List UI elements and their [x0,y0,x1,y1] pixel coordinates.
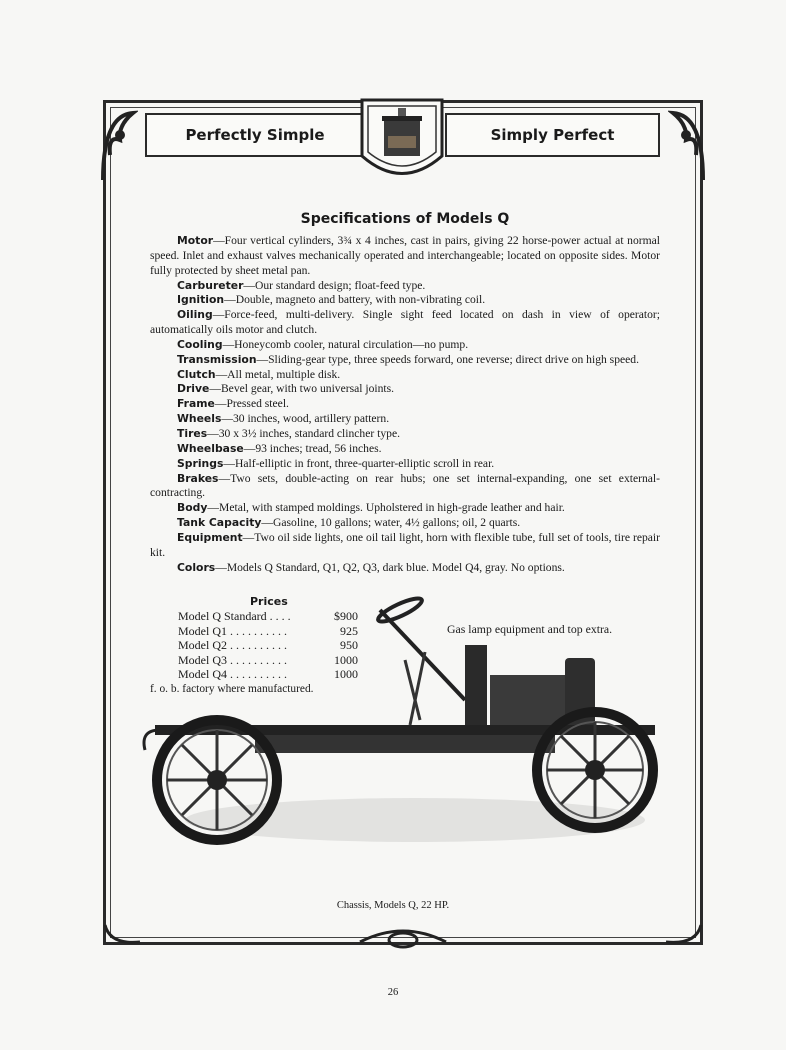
spec-item [150,516,660,531]
illustration-caption: Chassis, Models Q, 22 HP. [336,900,450,911]
spec-label: Transmission [177,352,257,366]
spec-text: —30 x 3½ inches, standard clincher type. [207,426,400,440]
rear-wheel [157,720,277,840]
extra-equipment-note: Gas lamp equipment and top extra. [447,622,613,636]
spec-label: Frame [177,397,215,411]
model-price: 925 [340,623,358,638]
spec-label: Springs [177,456,224,470]
spec-text: —Pressed steel. [214,397,289,411]
model-name: Model Q4 . . . . . . . . . . [178,667,287,681]
spec-label: Wheels [177,412,222,426]
spec-text: —Bevel gear, with two universal joints. [209,382,395,396]
spec-item [150,353,660,368]
model-name: Model Q2 . . . . . . . . . . [178,638,287,652]
model-price: 1000 [334,652,358,667]
spec-label: Drive [177,382,210,396]
spec-item [150,279,660,294]
spec-label: Body [177,501,208,515]
model-name: Model Q3 . . . . . . . . . . [178,652,287,667]
spec-label: Carbureter [177,278,244,292]
spec-item [150,382,660,397]
scroll-ornament-top-left [98,105,138,185]
spec-label: Tank Capacity [177,516,262,530]
spec-item [150,397,660,412]
spec-text: —Sliding-gear type, three speeds forward, one reverse; direct drive on high speed. [256,352,639,366]
spec-item [150,368,660,383]
spec-text: —Force-feed, multi-delivery. Single sight feed located on dash in view of operator; automatically oils motor and clutch. [150,308,660,337]
spec-label: Tires [177,426,208,440]
page-title: Specifications of Models Q [300,211,510,227]
spec-item [150,412,660,427]
spec-text: —Honeycomb cooler, natural circulation—no pump. [222,337,469,351]
spec-label: Brakes [177,471,219,485]
spec-text: —Four vertical cylinders, 3¾ x 4 inches, cast in pairs, giving 22 horse-power actual at normal speed. Inlet and exhaust valves mechanically operated and interchangeable; located on opposite sides. Motor fully protected by sheet metal pan. [150,234,660,277]
spec-item [150,234,660,279]
spec-item [150,531,660,561]
spec-label: Colors [177,560,216,574]
specifications-list [150,234,660,575]
spec-text: —93 inches; tread, 56 inches. [243,441,382,455]
spec-item [150,308,660,338]
spec-label: Cooling [177,337,223,351]
spec-text: —Two sets, double-acting on rear hubs; one set internal-expanding, one set external-contracting. [150,471,660,500]
spec-text: —Models Q Standard, Q1, Q2, Q3, dark blue. Model Q4, gray. No options. [215,560,565,574]
chassis-illustration [135,590,670,860]
spec-label: Clutch [177,367,216,381]
spec-item [150,338,660,353]
bottom-scroll-ornament [100,920,706,950]
spec-text: —Half-elliptic in front, three-quarter-elliptic scroll in rear. [223,456,495,470]
spec-item [150,457,660,472]
model-price: $900 [334,609,358,623]
spec-text: —Double, magneto and battery, with non-vibrating coil. [224,293,486,307]
spec-item [150,442,660,457]
spec-item [150,472,660,502]
spec-item [150,293,660,308]
spec-item [150,501,660,516]
spec-label: Wheelbase [177,441,244,455]
header-left-banner: Perfectly Simple [145,113,365,157]
spec-label: Oiling [177,308,213,322]
spec-text: —30 inches, wood, artillery pattern. [221,412,390,426]
spec-text: —Gasoline, 10 gallons; water, 4½ gallons; oil, 2 quarts. [261,516,521,530]
emblem-cylinder-icon [358,96,446,188]
model-price: 950 [340,638,358,652]
fob-note: f. o. b. factory where manufactured. [150,683,314,695]
scroll-ornament-top-right [668,105,708,185]
spec-text: —All metal, multiple disk. [215,367,341,381]
spec-text: —Metal, with stamped moldings. Upholstered in high-grade leather and hair. [207,501,565,515]
spec-item [150,561,660,576]
model-price: 1000 [334,667,358,681]
model-name: Model Q1 . . . . . . . . . . [178,623,287,638]
spec-text: —Our standard design; float-feed type. [243,278,426,292]
spec-label: Motor [177,234,214,247]
spec-item [150,427,660,442]
spec-label: Ignition [177,293,225,307]
spec-label: Equipment [177,530,243,544]
model-name: Model Q Standard . . . . [178,609,291,623]
header-right-banner: Simply Perfect [445,113,660,157]
prices-heading: Prices [250,595,288,608]
page-number: 26 [387,987,399,998]
spec-text: —Two oil side lights, one oil tail light, horn with flexible tube, full set of tools, tire repair kit. [150,530,660,559]
front-wheel [537,712,653,828]
